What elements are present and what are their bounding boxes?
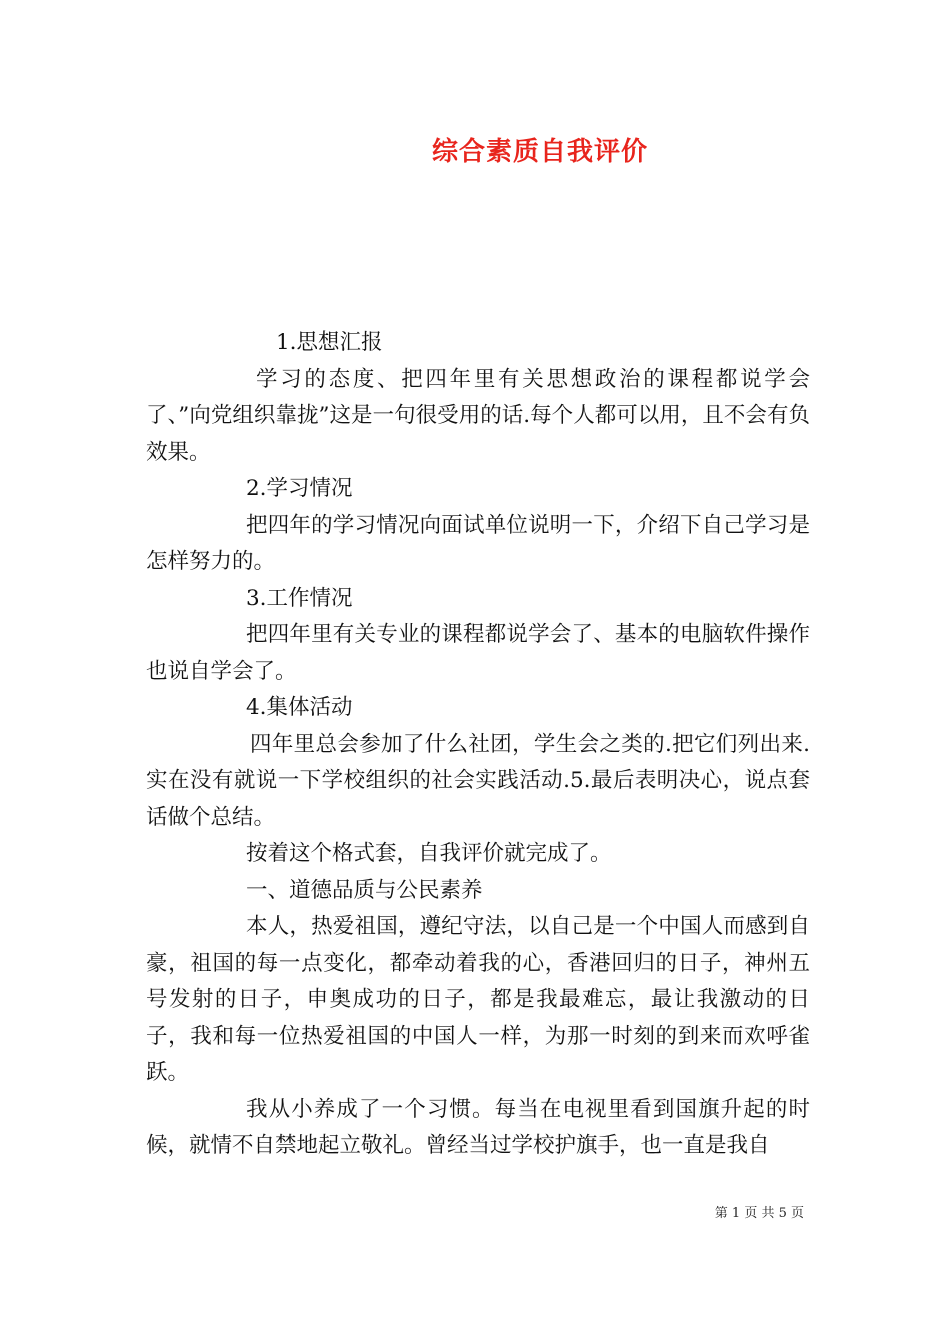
paragraph-morality-1: 本人，热爱祖国，遵纪守法，以自己是一个中国人而感到自豪，祖国的每一点变化，都牵动着我的心，香港回归的日子，神州五号发射的日子，申奥成功的日子，都是我最难忘，最让我激动的日子，我和每一位热爱祖国的中国人一样，为那一时刻的到来而欢呼雀跃。 (146, 914, 810, 1085)
section-heading-work: 3.工作情况 (246, 585, 353, 611)
paragraph-activities: 四年里总会参加了什么社团，学生会之类的.把它们列出来.实在没有就说一下学校组织的社会实践活动.5.最后表明决心，说点套话做个总结。 (146, 731, 810, 830)
section-heading-study: 2.学习情况 (246, 476, 353, 501)
paragraph-study: 把四年的学习情况向面试单位说明一下，介绍下自己学习是怎样努力的。 (146, 512, 810, 574)
paragraph-morality-2: 我从小养成了一个习惯。每当在电视里看到国旗升起的时候，就情不自禁地起立敬礼。曾经当过学校护旗手，也一直是我自 (146, 1096, 810, 1158)
paragraph-format-note: 按着这个格式套，自我评价就完成了。 (246, 841, 612, 866)
document-title: 综合素质自我评价 (431, 137, 648, 167)
paragraph-thought-report: 学习的态度、把四年里有关思想政治的课程都说学会了、”向党组织靠拢”这是一句很受用的话.每个人都可以用，且不会有负效果。 (146, 366, 810, 465)
section-heading-activities: 4.集体活动 (246, 695, 353, 720)
section-heading-thought-report: 1.思想汇报 (276, 330, 383, 355)
document-body (146, 325, 810, 1165)
section-heading-morality: 一、道德品质与公民素养 (246, 877, 483, 903)
paragraph-work: 把四年里有关专业的课程都说学会了、基本的电脑软件操作也说自学会了。 (146, 622, 810, 684)
page-footer: 第 1 页 共 5 页 (714, 1206, 804, 1221)
